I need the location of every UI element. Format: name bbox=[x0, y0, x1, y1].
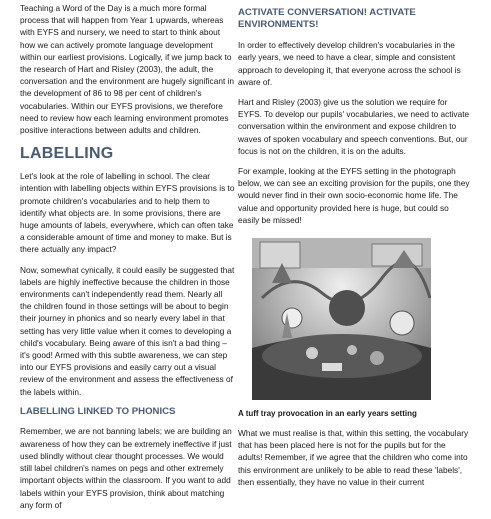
activate-paragraph-1: In order to effectively develop children's vocabularies in the early years, we need to have a clear, simple and consistent approach to developing it, that everyone across the school is aware of. bbox=[238, 40, 461, 87]
tuff-tray-photo bbox=[252, 238, 431, 400]
photo-illustration bbox=[252, 238, 431, 400]
labelling-heading: LABELLING bbox=[20, 145, 114, 163]
labelling-paragraph-2: Now, somewhat cynically, it could easily be suggested that labels are highly ineffective because the children in those environments can't independently read them. Nearly all the children found in those settings will be about to begin their journey in phonics and so nearly every label in that setting has very little value when it comes to developing a child's vocabulary. Being aware of this isn't a bad thing – it's good! Armed with this subtle awareness, we can step into our EYFS provisions and easily carry out a visual review of the environment and assess the effectiveness of the labels within. bbox=[20, 264, 235, 397]
photo-caption: A tuff tray provocation in an early years setting bbox=[238, 409, 417, 419]
phonics-paragraph-1: Remember, we are not banning labels; we are building an awareness of how they can be extremely ineffective if just used blindly without clear thought processes. We would still label children's names on pegs and other extremely important objects within the classroom. If you want to add labels within your EYFS provision, think about matching any form of bbox=[20, 426, 232, 510]
activate-heading: ACTIVATE CONVERSATION! ACTIVATE ENVIRONMENTS! bbox=[238, 7, 416, 30]
phonics-heading: LABELLING LINKED TO PHONICS bbox=[20, 405, 176, 417]
right-column bbox=[238, 0, 472, 496]
activate-paragraph-3: For example, looking at the EYFS setting in the photograph below, we can see an exciting provision for the pupils, one they would never find in their own socio-economic home life. The value and opportunity provided here is huge, but could so easily be missed! bbox=[238, 166, 470, 225]
labelling-paragraph-1: Let's look at the role of labelling in school. The clear intention with labelling objects within EYFS provisions is to promote children's vocabularies and to help them to identify what objects are. In some provisions, there are huge amounts of labels, everywhere, which can often take a considerable amount of time and money to make. But is there actually any impact? bbox=[20, 171, 235, 255]
intro-paragraph: Teaching a Word of the Day is a much more formal process that will happen from Year 1 upwards, whereas with EYFS and nursery, we need to start to think about how we can actively promote language development within our earliest provisions. Logically, if we jump back to the research of Hart and Risley (2003), the adult, the conversation and the environment are hugely significant in the development of 86 to 98 per cent of children's vocabularies. Within our EYFS provisions, we therefore need to review how each learning environment promotes positive interactions between adults and children. bbox=[20, 3, 235, 136]
activate-paragraph-4: What we must realise is that, within this setting, the vocabulary that has been placed here is not for the pupils but for the adults! Remember, if we agree that the children who come into this environment are unlikely to be able to read these 'labels', then essentially, they have no value in their current bbox=[238, 428, 469, 487]
activate-paragraph-2: Hart and Risley (2003) give us the solution we require for EYFS. To develop our pupils' vocabularies, we need to activate conversation within the environment and expose children to waves of spoken vocabulary and speech conventions. But, our focus is not on the children, it is on the adults. bbox=[238, 97, 470, 156]
left-column bbox=[20, 0, 235, 519]
